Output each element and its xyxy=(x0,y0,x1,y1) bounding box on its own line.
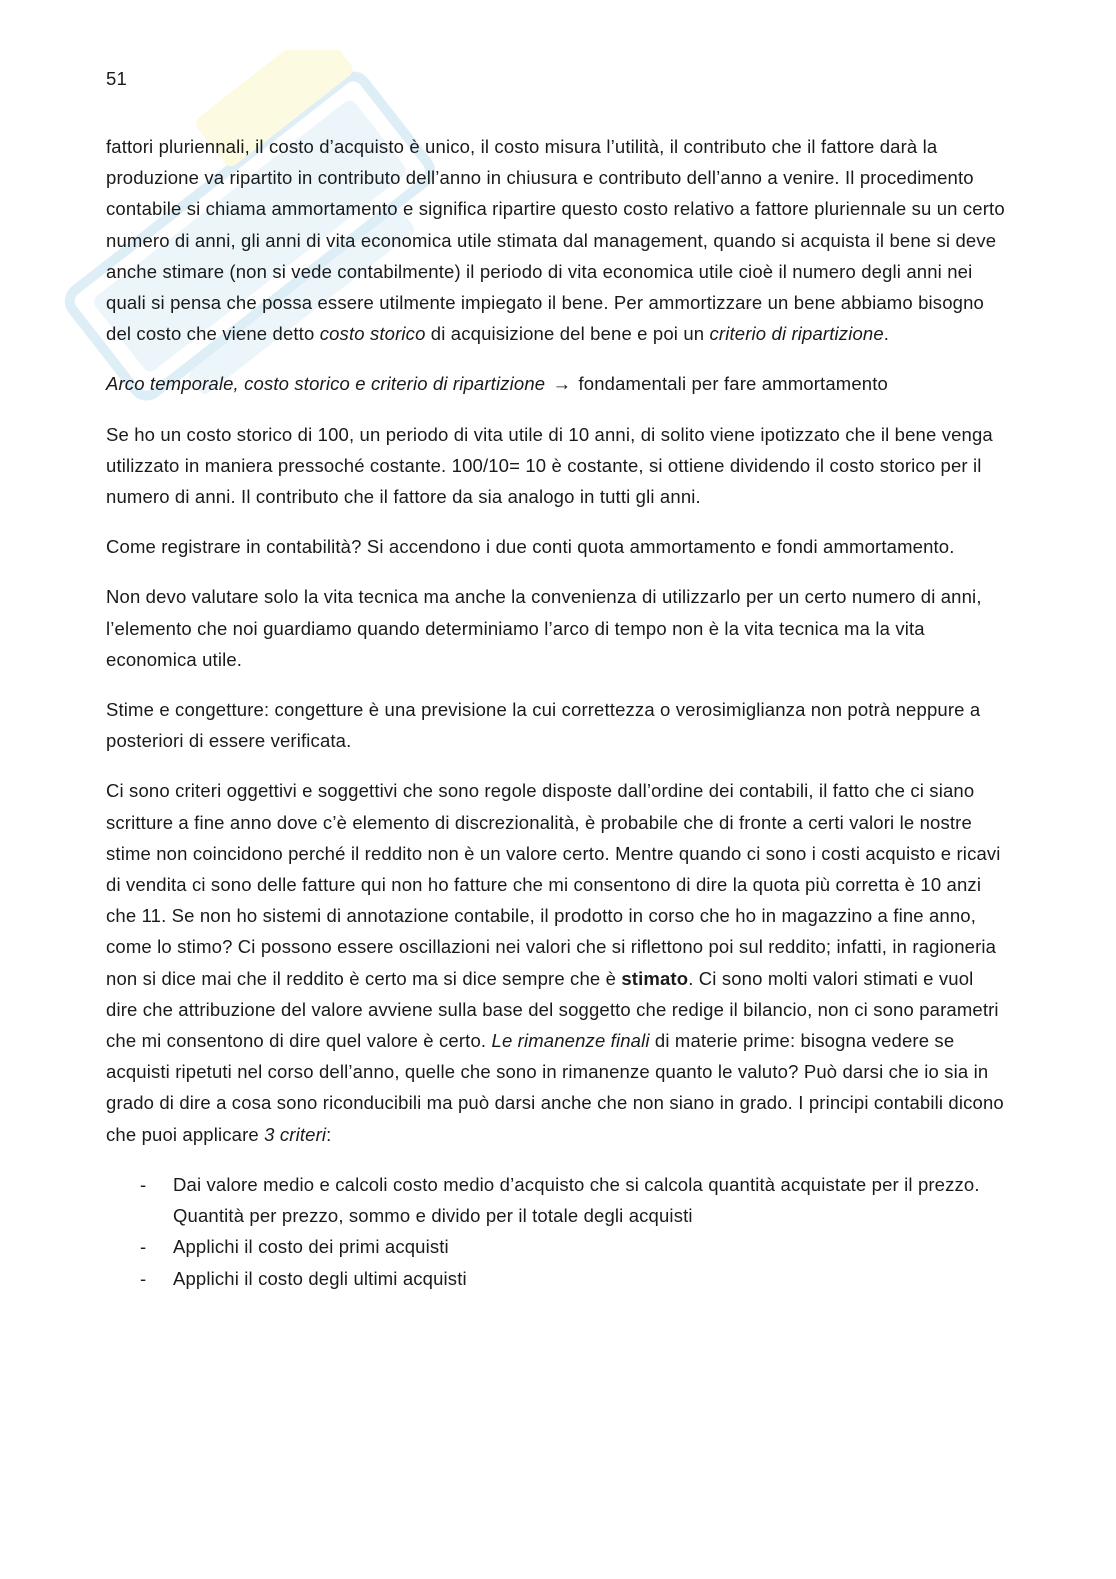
page-number: 51 xyxy=(106,68,127,89)
list-item xyxy=(106,1169,1006,1231)
paragraph-criteri xyxy=(106,775,1006,1149)
document-body xyxy=(106,131,1006,1294)
list-item xyxy=(106,1231,1006,1262)
text-run: fattori pluriennali, il costo d’acquisto è unico, il costo misura l’utilità, il contributo che il fattore darà la produzione va ripartito in contributo dell’anno in chiusura e contributo dell’anno a venire. Il procedimento contabile si chiama ammortamento e significa ripartire questo costo relativo a fattore pluriennale su un certo numero di anni, gli anni di vita economica utile stimata dal management, quando si acquista il bene si deve anche stimare (non si vede contabilmente) il periodo di vita economica utile cioè il numero degli anni nei quali si pensa che possa essere utilmente impiegato il bene. Per ammortizzare un bene abbiamo bisogno del costo che viene detto xyxy=(106,136,1005,345)
list-item-text: Applichi il costo degli ultimi acquisti xyxy=(173,1267,467,1289)
italic-term-costo-storico: costo storico xyxy=(319,323,426,345)
bold-term-stimato: stimato xyxy=(621,967,689,989)
paragraph-fundamentals xyxy=(106,368,1006,399)
dash-bullet: - xyxy=(140,1173,147,1195)
text-run: fondamentali per fare ammortamento xyxy=(578,373,888,395)
arrow-right-icon: → xyxy=(552,373,572,395)
text-run: di materie prime: bisogna vedere se acquisti ripetuti nel corso dell’anno, quelle che sono in rimanenze quanto le valuto? Può darsi che io sia in grado di dire a cosa sono riconducibili ma può darsi anche che non siano in grado. I principi contabili dicono che puoi applicare xyxy=(106,1030,1004,1145)
list-item-text: Applichi il costo dei primi acquisti xyxy=(173,1236,449,1258)
italic-term-3-criteri: 3 criteri xyxy=(264,1123,327,1145)
list-item xyxy=(106,1263,1006,1294)
dash-bullet: - xyxy=(140,1236,147,1258)
paragraph-example: Se ho un costo storico di 100, un periodo di vita utile di 10 anni, di solito viene ipotizzato che il bene venga utilizzato in maniera pressoché costante. 100/10= 10 è costante, si ottiene dividendo il costo storico per il numero di anni. Il contributo che il fattore da sia analogo in tutti gli anni. xyxy=(106,423,993,508)
paragraph-registrazione: Come registrare in contabilità? Si accendono i due conti quota ammortamento e fondi ammortamento. xyxy=(106,536,955,558)
list-item-text: Dai valore medio e calcoli costo medio d’acquisto che si calcola quantità acquistate per il prezzo. Quantità per prezzo, sommo e divido per il totale degli acquisti xyxy=(173,1173,980,1227)
dash-bullet: - xyxy=(140,1267,147,1289)
text-run: . xyxy=(883,323,890,345)
paragraph-ammortamento xyxy=(106,131,1006,349)
text-run: . Ci sono molti valori stimati e vuol dire che attribuzione del valore avviene sulla base del soggetto che redige il bilancio, non ci sono parametri che mi consentono di dire quel valore è certo. xyxy=(106,967,999,1052)
italic-term-rimanenze-finali: Le rimanenze finali xyxy=(491,1030,650,1052)
italic-phrase: Arco temporale, costo storico e criterio di ripartizione xyxy=(106,373,546,395)
paragraph-vita-economica: Non devo valutare solo la vita tecnica ma anche la convenienza di utilizzarlo per un certo numero di anni, l’elemento che noi guardiamo quando determiniamo l’arco di tempo non è la vita tecnica ma la vita economica utile. xyxy=(106,586,982,670)
text-run: : xyxy=(326,1123,332,1145)
text-run: Ci sono criteri oggettivi e soggettivi che sono regole disposte dall’ordine dei contabili, il fatto che ci siano scritture a fine anno dove c’è elemento di discrezionalità, è probabile che di fronte a certi valori le nostre stime non coincidono perché il reddito non è un valore certo. Mentre quando ci sono i costi acquisto e ricavi di vendita ci sono delle fatture qui non ho fatture che mi consentono di dire la quota più corretta è 10 anzi che 11. Se non ho sistemi di annotazione contabile, il prodotto in corso che ho in magazzino a fine anno, come lo stimo? Ci possono essere oscillazioni nei valori che si riflettono poi sul reddito; infatti, in ragioneria non si dice mai che il reddito è certo ma si dice sempre che è xyxy=(106,780,1001,989)
criteria-list xyxy=(106,1169,1006,1294)
text-run: di acquisizione del bene e poi un xyxy=(425,323,710,345)
italic-term-criterio-ripartizione: criterio di ripartizione xyxy=(709,323,884,345)
paragraph-stime-congetture: Stime e congetture: congetture è una previsione la cui correttezza o verosimiglianza non potrà neppure a posteriori di essere verificata. xyxy=(106,699,981,752)
